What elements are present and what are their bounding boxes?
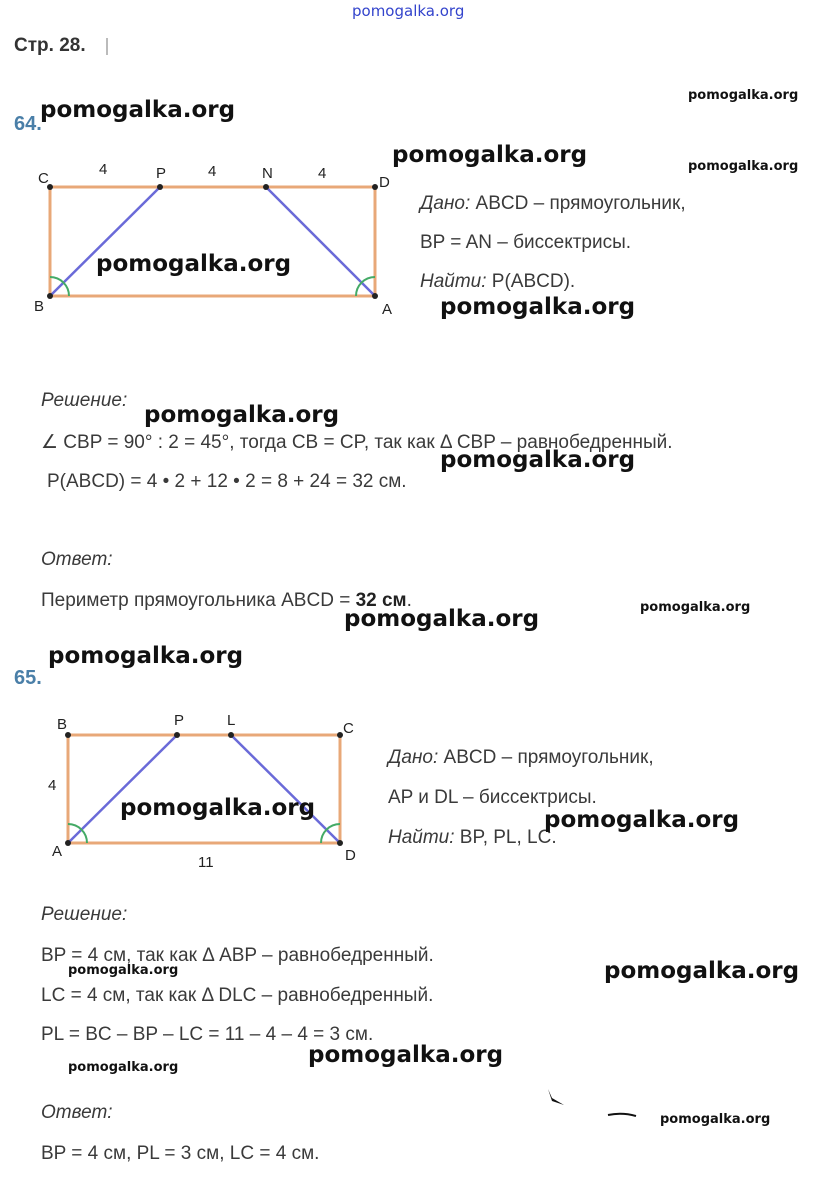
solution-64-line1: ∠ CBP = 90° : 2 = 45°, тогда CB = CP, так как Δ CBP – равнобедренный. [41, 432, 673, 453]
bisector-dl [231, 735, 340, 843]
label-a: A [52, 843, 63, 860]
segment-nd: 4 [318, 165, 327, 182]
given-65-line2: AP и DL – биссектрисы. [388, 787, 597, 808]
page-title: Стр. 28. [14, 35, 86, 56]
solution-64-line2: P(ABCD) = 4 • 2 + 12 • 2 = 8 + 24 = 32 см. [47, 471, 407, 492]
answer-suffix: . [406, 590, 412, 611]
watermark: pomogalka.org [640, 600, 751, 615]
label-b: B [57, 716, 68, 733]
watermark: pomogalka.org [40, 97, 236, 123]
point-a [372, 293, 378, 299]
answer-prefix: Периметр прямоугольника ABCD = [41, 590, 356, 611]
watermark: pomogalka.org [688, 88, 799, 103]
solution-65-line2: LC = 4 см, так как Δ DLC – равнобедренный. [41, 985, 434, 1006]
watermark: pomogalka.org [344, 606, 540, 632]
find-label: Найти: [420, 271, 487, 292]
point-n [263, 184, 269, 190]
scribble-mark [540, 1085, 640, 1125]
find-64 [420, 271, 575, 293]
segment-cp: 4 [99, 161, 108, 178]
label-d: D [345, 847, 356, 864]
answer-label-64: Ответ: [41, 549, 113, 570]
label-c: C [343, 720, 354, 737]
point-d [372, 184, 378, 190]
text-cursor [106, 38, 108, 55]
solution-label-65: Решение: [41, 904, 128, 925]
label-d: D [379, 174, 390, 191]
watermark: pomogalka.org [308, 1042, 504, 1068]
answer-label-65: Ответ: [41, 1102, 113, 1123]
watermark: pomogalka.org [544, 807, 740, 833]
label-l: L [227, 712, 236, 729]
task-number-65: 65. [14, 667, 42, 689]
given-64-line2: BP = AN – биссектрисы. [420, 232, 632, 253]
label-c: C [38, 170, 49, 187]
label-b: B [34, 298, 45, 315]
watermark: pomogalka.org [96, 251, 292, 277]
label-a: A [382, 301, 393, 318]
label-n: N [262, 165, 273, 182]
side-ad-length: 11 [198, 854, 214, 871]
point-p [174, 732, 180, 738]
find-text: P(ABCD). [486, 271, 576, 292]
side-ab-length: 4 [48, 777, 57, 794]
watermark: pomogalka.org [660, 1112, 771, 1127]
label-p: P [174, 712, 185, 729]
point-p [157, 184, 163, 190]
point-d [337, 840, 343, 846]
watermark: pomogalka.org [68, 963, 179, 978]
point-l [228, 732, 234, 738]
given-label: Дано: [388, 747, 439, 768]
watermark: pomogalka.org [440, 447, 636, 473]
watermark: pomogalka.org [120, 795, 316, 821]
point-b [47, 293, 53, 299]
point-a [65, 840, 71, 846]
given-text: ABCD – прямоугольник, [470, 193, 686, 214]
watermark: pomogalka.org [68, 1060, 179, 1075]
watermark: pomogalka.org [604, 958, 800, 984]
find-text: BP, PL, LC. [454, 827, 557, 848]
task-number-64: 64. [14, 113, 42, 135]
watermark-top: pomogalka.org [352, 2, 465, 20]
bisector-ap [68, 735, 177, 843]
bisector-an [266, 187, 375, 296]
watermark: pomogalka.org [392, 142, 588, 168]
watermark: pomogalka.org [440, 294, 636, 320]
find-label: Найти: [388, 827, 455, 848]
bisector-bp [50, 187, 160, 296]
find-65 [388, 827, 557, 849]
rectangle-abcd [50, 187, 375, 296]
rectangle-abcd [68, 735, 340, 843]
watermark: pomogalka.org [48, 643, 244, 669]
solution-label-64: Решение: [41, 390, 128, 411]
diagram-64 [0, 150, 420, 325]
given-text: ABCD – прямоугольник, [438, 747, 654, 768]
answer-value: 32 см [355, 590, 407, 611]
diagram-65 [0, 700, 380, 880]
given-label: Дано: [420, 193, 471, 214]
answer-65: BP = 4 см, PL = 3 см, LC = 4 см. [41, 1143, 320, 1164]
watermark: pomogalka.org [688, 159, 799, 174]
given-64-line1 [420, 193, 686, 215]
watermark: pomogalka.org [144, 402, 340, 428]
solution-65-line3: PL = BC – BP – LC = 11 – 4 – 4 = 3 см. [41, 1024, 374, 1045]
segment-pn: 4 [208, 163, 217, 180]
given-65-line1 [388, 747, 654, 769]
solution-65-line1: BP = 4 см, так как Δ ABP – равнобедренный. [41, 945, 434, 966]
label-p: P [156, 165, 167, 182]
